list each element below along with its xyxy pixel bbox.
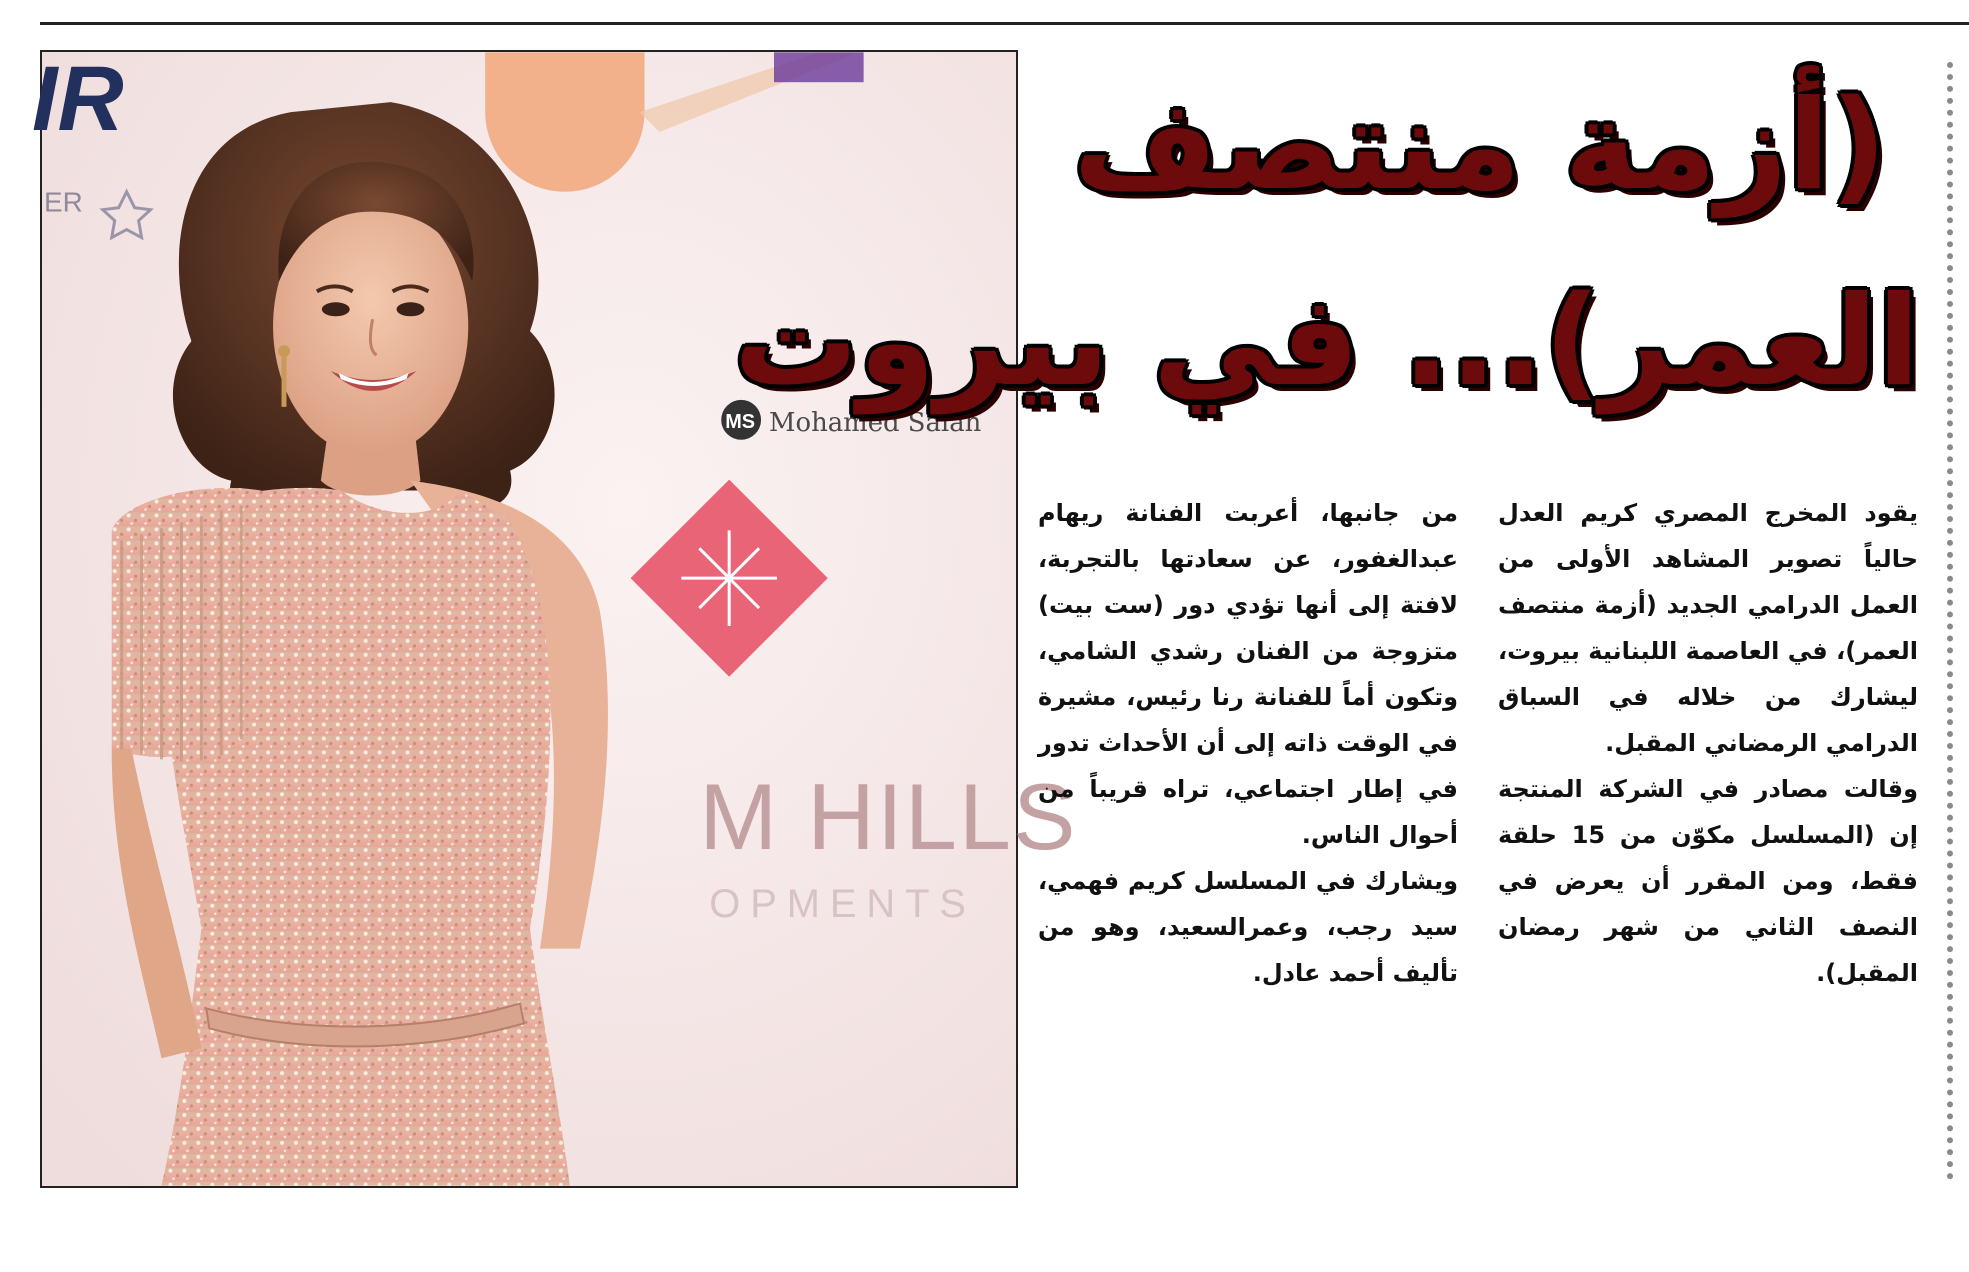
article-photo	[32, 48, 1078, 1188]
paragraph: يقود المخرج المصري كريم العدل حالياً تصوير المشاهد الأولى من العمل الدرامي الجديد (أزمة منتصف العمر)، في العاصمة اللبنانية بيروت، ليشارك من خلاله في السباق الدرامي الرمضاني المقبل.	[1498, 499, 1918, 757]
article-column-right	[1498, 490, 1918, 996]
backdrop-developments-text: OPMENTS	[709, 881, 976, 926]
headline-line-1: (أزمة منتصف	[1073, 74, 1887, 218]
backdrop-air-text: IR	[32, 48, 124, 151]
backdrop-hills-text: M HILLS	[699, 764, 1078, 870]
dotted-column-border	[1947, 62, 1953, 1180]
watermark-initials: MS	[725, 410, 756, 433]
woman-figure	[112, 102, 608, 1186]
paragraph: من جانبها، أعربت الفنانة ريهام عبدالغفور، عن سعادتها بالتجربة، لافتة إلى أنها تؤدي دور (ست بيت) متزوجة من الفنان رشدي الشامي، وتكون أماً للفنانة رنا رئيس، مشيرة في الوقت ذاته إلى أن الأحداث تدور في إطار اجتماعي، تراه قريباً من أحوال الناس.	[1038, 499, 1458, 849]
photo-illustration	[32, 48, 1078, 1186]
paragraph: وقالت مصادر في الشركة المنتجة إن (المسلسل مكوّن من 15 حلقة فقط، ومن المقرر أن يعرض في النصف الثاني من شهر رمضان المقبل).	[1498, 775, 1919, 987]
article-column-left	[1038, 490, 1458, 996]
backdrop-partner-text: ER	[43, 186, 83, 218]
top-rule	[40, 22, 1969, 25]
headline-line-2: العمر)... في بيروت	[733, 270, 1920, 414]
paragraph: ويشارك في المسلسل كريم فهمي، سيد رجب، وعمرالسعيد، وهو من تأليف أحمد عادل.	[1038, 867, 1458, 987]
watermark-name: Mohamed Salah	[769, 407, 982, 438]
